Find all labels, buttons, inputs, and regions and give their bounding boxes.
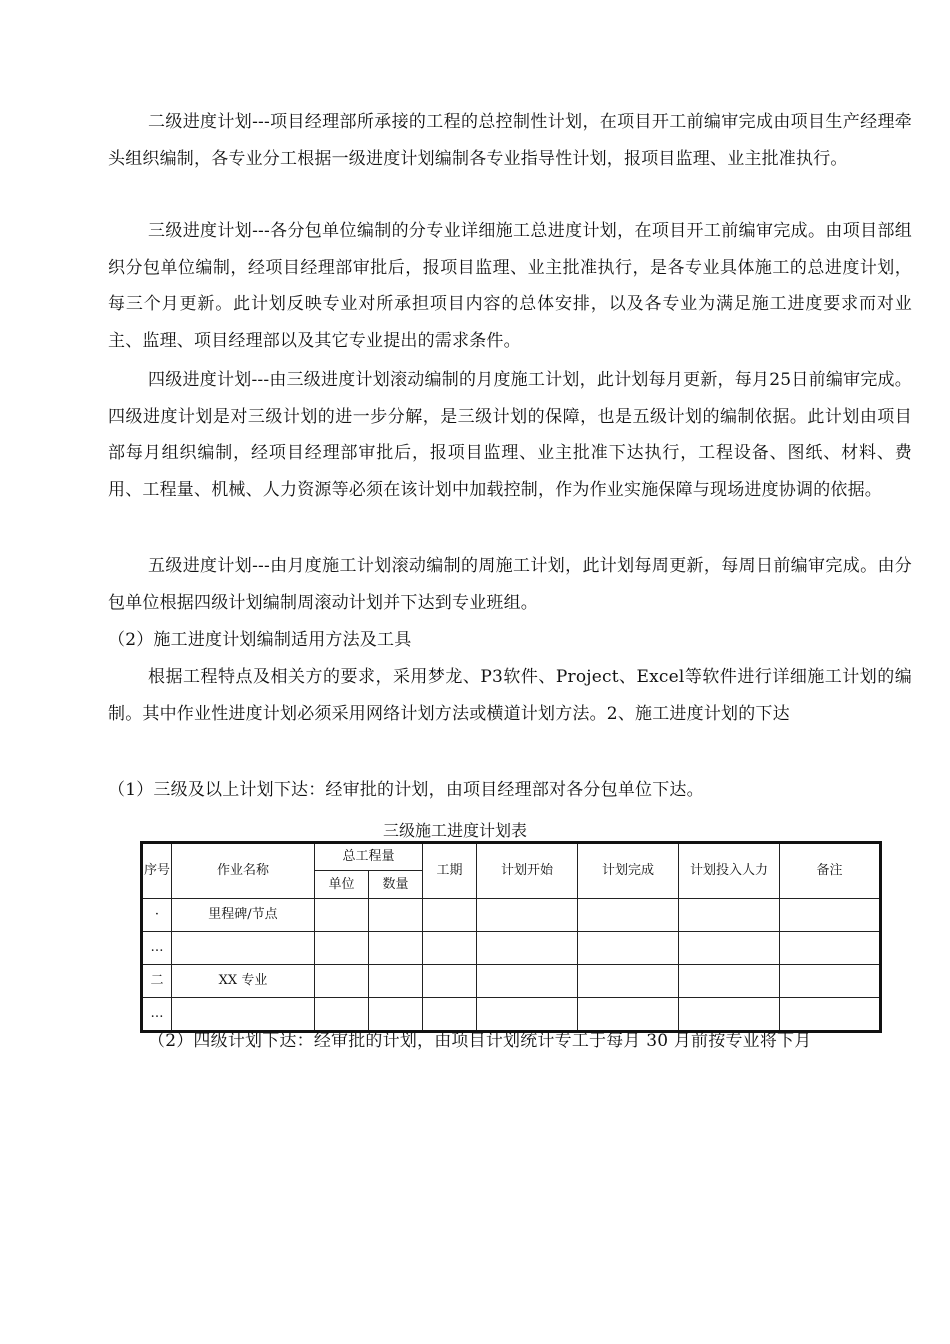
row-seq: … — [142, 998, 172, 1032]
row-task-name: 里程碑/节点 — [172, 899, 315, 932]
header-quantity: 数量 — [369, 871, 423, 899]
header-total-quantity: 总工程量 — [315, 843, 423, 871]
header-unit: 单位 — [315, 871, 369, 899]
paragraph-level5-plan: 五级进度计划---由月度施工计划滚动编制的周施工计划，此计划每周更新，每周日前编审完成。由分包单位根据四级计划编制周滚动计划并下达到专业班组。 — [108, 556, 912, 613]
schedule-table — [140, 841, 882, 1033]
table-row — [142, 932, 881, 965]
header-remarks: 备注 — [780, 843, 881, 899]
header-task-name: 作业名称 — [172, 843, 315, 899]
section-heading-methods-tools: （2）施工进度计划编制适用方法及工具 — [108, 630, 412, 650]
row-task-name — [172, 998, 315, 1032]
row-seq: 二 — [142, 965, 172, 998]
table-row — [142, 965, 881, 998]
paragraph-level4-plan: 四级进度计划---由三级进度计划滚动编制的月度施工计划，此计划每月更新，每月25日前编审完成。四级进度计划是对三级计划的进一步分解，是三级计划的保障，也是五级计划的编制依据。此计划由项目部每月组织编制，经项目经理部审批后，报项目监理、业主批准下达执行，工程设备、图纸、材料、费用、工程量、机械、人力资源等必须在该计划中加载控制，作为作业实施保障与现场进度协调的依据。 — [108, 370, 912, 500]
row-task-name: XX 专业 — [172, 965, 315, 998]
table-row — [142, 899, 881, 932]
paragraph-level3-plan: 三级进度计划---各分包单位编制的分专业详细施工总进度计划，在项目开工前编审完成。由项目部组织分包单位编制，经项目经理部审批后，报项目监理、业主批准执行，是各专业具体施工的总进度计划，每三个月更新。此计划反映专业对所承担项目内容的总体安排，以及各专业为满足施工进度要求而对业主、监理、项目经理部以及其它专业提出的需求条件。 — [108, 221, 912, 351]
table-header-row — [142, 843, 881, 871]
header-duration: 工期 — [423, 843, 477, 899]
row-seq: · — [142, 899, 172, 932]
header-plan-finish: 计划完成 — [578, 843, 679, 899]
paragraph-methods-tools: 根据工程特点及相关方的要求，采用梦龙、P3软件、Project、Excel等软件进行详细施工计划的编制。其中作业性进度计划必须采用网络计划方法或横道计划方法。2、施工进度计划的下达 — [108, 667, 912, 724]
row-seq: … — [142, 932, 172, 965]
paragraph-level4-issue: （2）四级计划下达：经审批的计划，由项目计划统计专工于每月 30 月前按专业将下月 — [148, 1031, 812, 1051]
table-row — [142, 998, 881, 1032]
header-plan-start: 计划开始 — [477, 843, 578, 899]
header-seq: 序号 — [142, 843, 172, 899]
header-manpower: 计划投入人力 — [679, 843, 780, 899]
row-task-name — [172, 932, 315, 965]
table-title: 三级施工进度计划表 — [382, 821, 527, 840]
paragraph-level2-plan: 二级进度计划---项目经理部所承接的工程的总控制性计划，在项目开工前编审完成由项目生产经理牵头组织编制，各专业分工根据一级进度计划编制各专业指导性计划，报项目监理、业主批准执行。 — [108, 112, 912, 169]
paragraph-level3-issue: （1）三级及以上计划下达：经审批的计划，由项目经理部对各分包单位下达。 — [108, 780, 704, 800]
